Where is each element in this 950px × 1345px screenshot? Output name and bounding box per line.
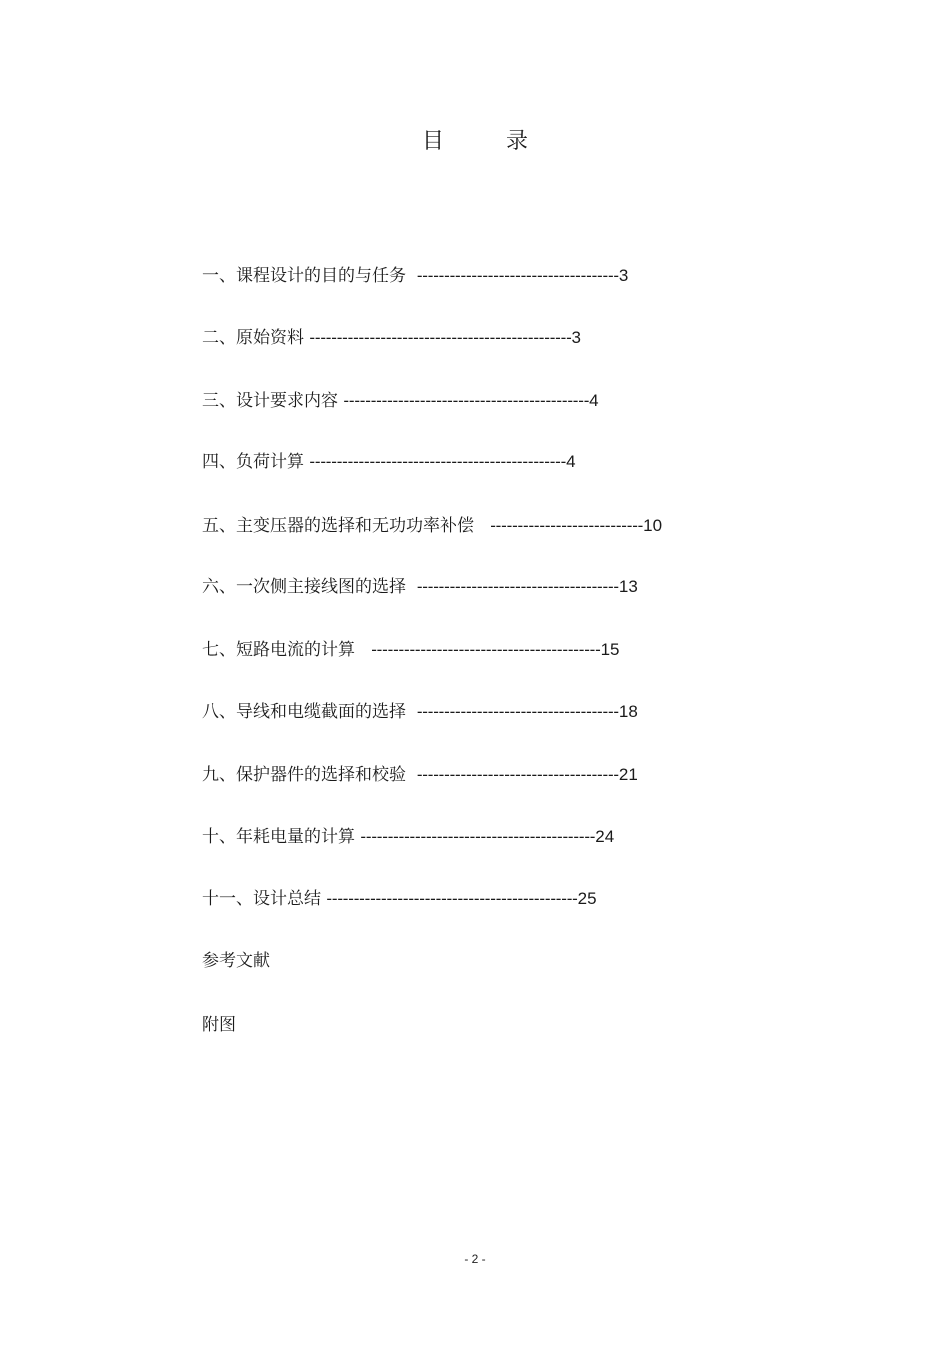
toc-entry[interactable]: [202, 949, 270, 973]
toc-entry-label: 五、主变压器的选择和无功功率补偿: [202, 516, 474, 536]
toc-entry-spacer: [406, 577, 417, 597]
toc-entry-label: 三、设计要求内容: [202, 391, 338, 411]
toc-entry-leader: ----------------------------: [490, 516, 644, 535]
toc-entry-page: 3: [618, 266, 629, 285]
toc-entry-leader: ------------------------------------------: [371, 640, 601, 659]
toc-entry-page: 3: [571, 328, 582, 347]
toc-entry-label: 一、课程设计的目的与任务: [202, 266, 406, 286]
toc-entry-label: 七、短路电流的计算: [202, 640, 355, 660]
toc-entry-leader: ------------------------------------------------: [309, 328, 572, 347]
toc-entry[interactable]: [202, 264, 628, 288]
toc-entry-leader: -------------------------------------: [416, 702, 619, 721]
toc-entry[interactable]: [202, 514, 662, 538]
toc-entry-label: 八、导线和电缆截面的选择: [202, 702, 406, 722]
toc-entry-label: 参考文献: [202, 951, 270, 971]
toc-entry-spacer: [406, 765, 417, 785]
toc-entry-leader: ---------------------------------------------: [343, 391, 590, 410]
toc-entry[interactable]: [202, 700, 638, 724]
toc-entry-label: 十一、设计总结: [202, 889, 321, 909]
toc-entry-label: 九、保护器件的选择和校验: [202, 765, 406, 785]
toc-entry-spacer: [355, 640, 371, 660]
title-char-left: 目: [421, 129, 444, 154]
toc-entry-leader: -----------------------------------------------: [309, 452, 567, 471]
toc-entry-leader: ----------------------------------------------: [326, 889, 578, 908]
toc-entry-leader: -------------------------------------: [416, 266, 619, 285]
toc-entry-page: 21: [618, 765, 638, 784]
toc-entry-page: 24: [595, 827, 615, 846]
toc-entry-spacer: [474, 516, 490, 536]
toc-entry-label: 四、负荷计算: [202, 452, 304, 472]
toc-entry[interactable]: [202, 389, 599, 413]
toc-entry-label: 六、一次侧主接线图的选择: [202, 577, 406, 597]
toc-entry-page: 18: [618, 702, 638, 721]
toc-entry[interactable]: [202, 638, 620, 662]
toc-entry-spacer: [406, 702, 417, 722]
title-char-right: 录: [506, 129, 529, 154]
toc-entry[interactable]: [202, 825, 614, 849]
toc-entry-page: 4: [566, 452, 576, 471]
toc-entry-label: 附图: [202, 1015, 236, 1035]
page-title: [0, 128, 950, 156]
toc-entry[interactable]: [202, 326, 581, 350]
toc-entry-label: 二、原始资料: [202, 328, 304, 348]
toc-entry-page: 25: [577, 889, 597, 908]
toc-entry-leader: -------------------------------------------: [360, 827, 596, 846]
toc-entry[interactable]: [202, 575, 638, 599]
toc-entry[interactable]: [202, 887, 597, 911]
toc-entry-label: 十、年耗电量的计算: [202, 827, 355, 847]
toc-entry[interactable]: [202, 763, 638, 787]
toc-entry-page: 4: [589, 391, 599, 410]
toc-entry-page: 10: [643, 516, 663, 535]
toc-entry-page: 15: [600, 640, 620, 659]
toc-entry-page: 13: [618, 577, 638, 596]
toc-entry[interactable]: [202, 450, 576, 474]
toc-entry-spacer: [406, 266, 417, 286]
page-number-footer: - 2 -: [464, 1252, 486, 1266]
toc-entry[interactable]: [202, 1013, 236, 1037]
toc-entry-leader: -------------------------------------: [416, 765, 619, 784]
toc-entry-leader: -------------------------------------: [416, 577, 619, 596]
